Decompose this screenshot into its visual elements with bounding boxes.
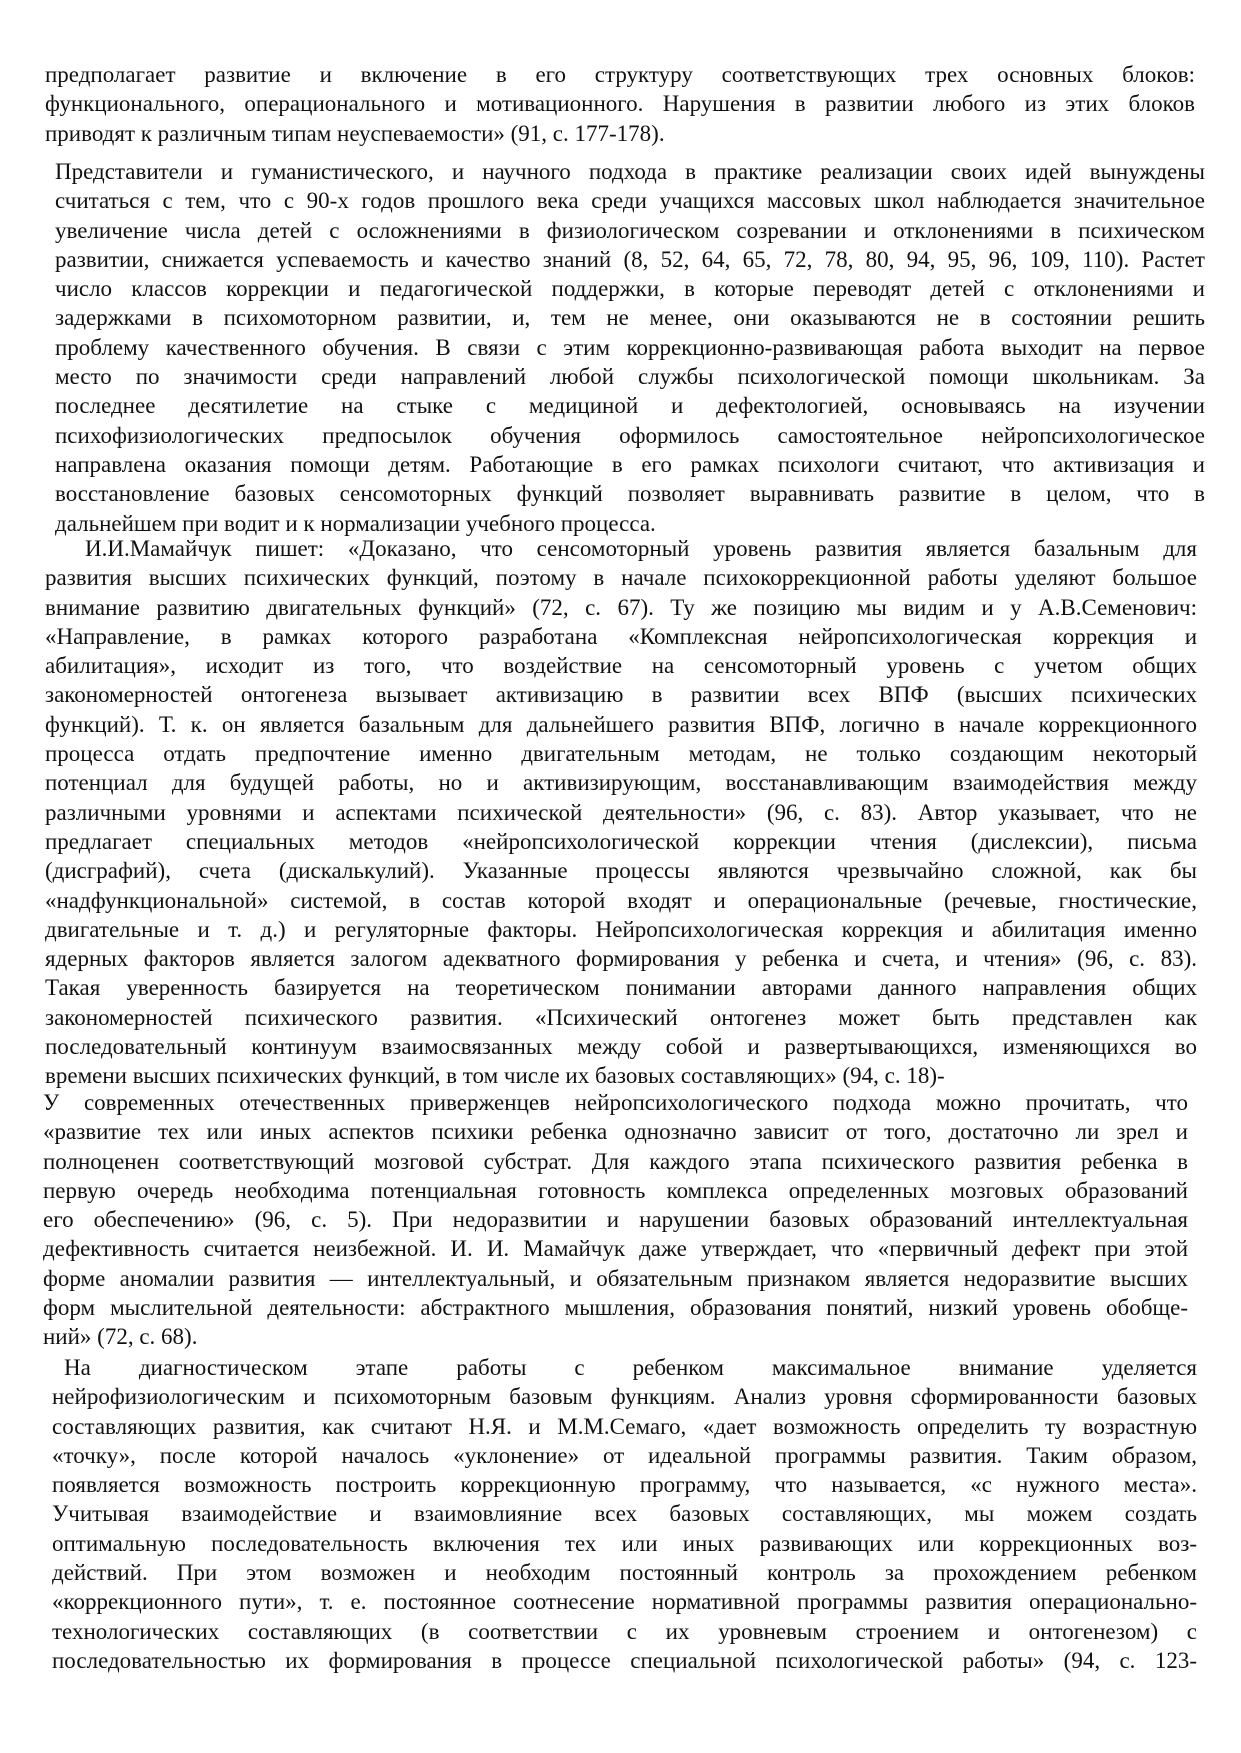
text-line: появляется возможность построить коррекционную программу, что называется, «с нужного места». bbox=[52, 1472, 1197, 1498]
text-line: место по значимости среди направлений любой службы психологической помощи школьникам. За bbox=[55, 364, 1205, 390]
text-line: последнее десятилетие на стыке с медициной и дефектологией, основываясь на изучении bbox=[55, 393, 1205, 419]
text-line: считаться с тем, что с 90-х годов прошлого века среди учащихся массовых школ наблюдается значительное bbox=[55, 188, 1205, 214]
text-line: функционального, операционального и мотивационного. Нарушения в развитии любого из этих блоков bbox=[45, 91, 1195, 117]
text-line: восстановление базовых сенсомоторных функций позволяет выравнивать развитие в целом, что в bbox=[55, 481, 1205, 507]
text-line: увеличение числа детей с осложнениями в физиологическом созревании и отклонениями в психическом bbox=[55, 217, 1205, 243]
text-line: развитии, снижается успеваемость и качество знаний (8, 52, 64, 65, 72, 78, 80, 94, 95, 96, 109, 110). Растет bbox=[55, 246, 1205, 272]
text-line: задержками в психомоторном развитии, и, тем не менее, они оказываются не в состоянии решить bbox=[55, 305, 1205, 331]
text-line: действий. При этом возможен и необходим постоянный контроль за прохождением ребенком bbox=[52, 1560, 1197, 1586]
text-line: (дисграфий), счета (дискалькулий). Указанные процессы являются чрезвычайно сложной, как бы bbox=[45, 858, 1197, 884]
paragraph bbox=[52, 1353, 1197, 1675]
text-line: закономерностей онтогенеза вызывает активизацию в развитии всех ВПФ (высших психических bbox=[45, 682, 1197, 708]
text-line: первую очередь необходима потенциальная готовность комплекса определенных мозговых образований bbox=[43, 1177, 1188, 1203]
text-line: последовательный континуум взаимосвязанных между собой и развертывающихся, изменяющихся во bbox=[45, 1034, 1197, 1060]
text-line: технологических составляющих (в соответствии с их уровневым строением и онтогенезом) с bbox=[52, 1618, 1197, 1644]
text-line: форм мыслительной деятельности: абстрактного мышления, образования понятий, низкий уровень обобще- bbox=[43, 1295, 1188, 1321]
text-line: предлагает специальных методов «нейропсихологической коррекции чтения (дислексии), письма bbox=[45, 828, 1197, 854]
text-line: «точку», после которой началось «уклонение» от идеальной программы развития. Таким образом, bbox=[52, 1442, 1197, 1468]
text-line: форме аномалии развития — интеллектуальный, и обязательным признаком является недоразвитие высших bbox=[43, 1265, 1188, 1291]
text-line: оптимальную последовательность включения тех или иных развивающих или коррекционных воз- bbox=[52, 1530, 1197, 1556]
text-line: психофизиологических предпосылок обучения оформилось самостоятельное нейропсихологическое bbox=[55, 422, 1205, 448]
text-line: времени высших психических функций, в том числе их базовых составляющих» (94, с. 18)- bbox=[45, 1063, 945, 1089]
paragraph bbox=[43, 1088, 1188, 1352]
text-line: «развитие тех или иных аспектов психики ребенка однозначно зависит от того, достаточно ли зрел и bbox=[43, 1119, 1188, 1145]
text-line: закономерностей психического развития. «Психический онтогенез может быть представлен как bbox=[45, 1004, 1197, 1030]
text-line: число классов коррекции и педагогической поддержки, в которые переводят детей с отклонениями и bbox=[55, 276, 1205, 302]
text-line: направлена оказания помощи детям. Работающие в его рамках психологи считают, что активизация и bbox=[55, 451, 1205, 477]
text-line: На диагностическом этапе работы с ребенком максимальное внимание уделяется bbox=[64, 1355, 1197, 1380]
text-line: его обеспечению» (96, с. 5). При недоразвитии и нарушении базовых образований интеллектуальная bbox=[43, 1207, 1188, 1233]
text-line: нейрофизиологическим и психомоторным базовым функциям. Анализ уровня сформированности базовых bbox=[52, 1384, 1197, 1410]
text-line: «надфункциональной» системой, в состав которой входят и операциональные (речевые, гностические, bbox=[45, 887, 1197, 913]
text-line: У современных отечественных приверженцев нейропсихологического подхода можно прочитать, что bbox=[43, 1090, 1188, 1115]
paragraph bbox=[45, 60, 1195, 148]
text-line: процесса отдать предпочтение именно двигательным методам, не только создающим некоторый bbox=[45, 741, 1197, 767]
text-line: полноценен соответствующий мозговой субстрат. Для каждого этапа психического развития ребенка в bbox=[43, 1148, 1188, 1174]
text-line: ний» (72, с. 68). bbox=[43, 1324, 198, 1350]
text-line: Такая уверенность базируется на теоретическом понимании авторами данного направления общих bbox=[45, 975, 1197, 1001]
text-line: Учитывая взаимодействие и взаимовлияние всех базовых составляющих, мы можем создать bbox=[52, 1501, 1197, 1527]
text-line: «коррекционного пути», т. е. постоянное соотнесение нормативной программы развития операционально- bbox=[52, 1589, 1197, 1615]
text-line: двигательные и т. д.) и регуляторные факторы. Нейропсихологическая коррекция и абилитация именно bbox=[45, 916, 1197, 942]
text-line: составляющих развития, как считают Н.Я. и М.М.Семаго, «дает возможность определить ту возрастную bbox=[52, 1413, 1197, 1439]
text-line: И.И.Мамайчук пишет: «Доказано, что сенсомоторный уровень развития является базальным для bbox=[85, 536, 1197, 561]
text-line: Представители и гуманистического, и научного подхода в практике реализации своих идей вынуждены bbox=[55, 159, 1205, 184]
text-line: развития высших психических функций, поэтому в начале психокоррекционной работы уделяют большое bbox=[45, 565, 1197, 591]
paragraph bbox=[45, 534, 1197, 1091]
text-line: ядерных факторов является залогом адекватного формирования у ребенка и счета, и чтения» (96, с. 83). bbox=[45, 946, 1197, 972]
text-line: приводят к различным типам неуспеваемости» (91, с. 177-178). bbox=[45, 120, 665, 146]
text-line: «Направление, в рамках которого разработана «Комплексная нейропсихологическая коррекция и bbox=[45, 623, 1197, 649]
text-line: предполагает развитие и включение в его структуру соответствующих трех основных блоков: bbox=[45, 62, 1195, 87]
text-line: внимание развитию двигательных функций» (72, с. 67). Ту же позицию мы видим и у А.В.Семенович: bbox=[45, 594, 1197, 620]
paragraph bbox=[55, 157, 1205, 538]
text-line: проблему качественного обучения. В связи с этим коррекционно-развивающая работа выходит на первое bbox=[55, 334, 1205, 360]
text-line: абилитация», исходит из того, что воздействие на сенсомоторный уровень с учетом общих bbox=[45, 653, 1197, 679]
text-line: потенциал для будущей работы, но и активизирующим, восстанавливающим взаимодействия между bbox=[45, 770, 1197, 796]
text-line: функций). Т. к. он является базальным для дальнейшего развития ВПФ, логично в начале коррекционного bbox=[45, 711, 1197, 737]
text-line: дальнейшем при водит и к нормализации учебного процесса. bbox=[55, 510, 656, 536]
text-line: последовательностью их формирования в процессе специальной психологической работы» (94, с. 123- bbox=[52, 1647, 1197, 1673]
text-line: различными уровнями и аспектами психической деятельности» (96, с. 83). Автор указывает, что не bbox=[45, 799, 1197, 825]
text-line: дефективность считается неизбежной. И. И. Мамайчук даже утверждает, что «первичный дефект при этой bbox=[43, 1236, 1188, 1262]
